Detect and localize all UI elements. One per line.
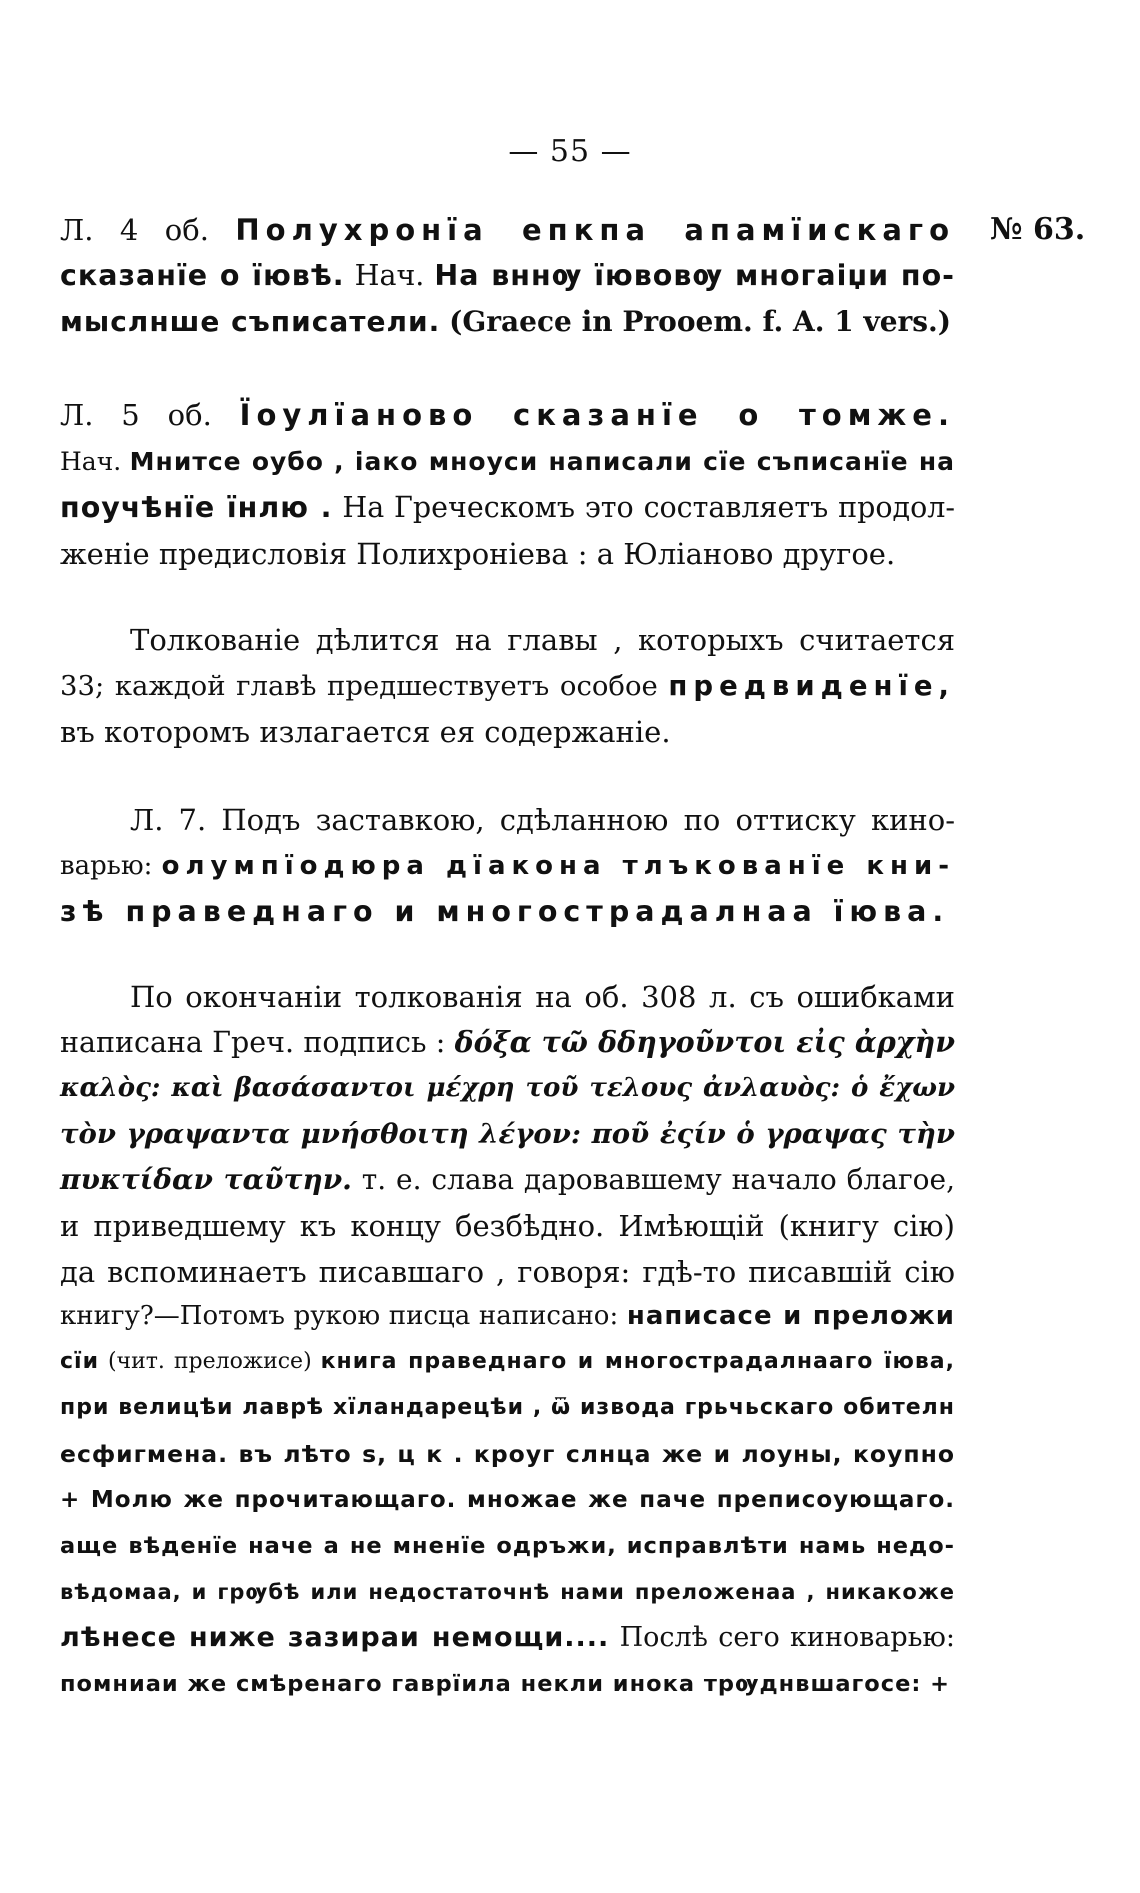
para1-line2: [60, 254, 955, 298]
para2-line4: женіе предисловія Полихроніева : а Юліаново другое.: [60, 537, 896, 571]
para2-line2: [60, 440, 955, 484]
label-nach: Нач.: [354, 259, 425, 292]
russian-text: книгу?—Потомъ рукою писца написано:: [60, 1301, 619, 1331]
slavonic-text: написасе и преложи: [626, 1301, 955, 1331]
para1-line3: [60, 300, 955, 344]
para4-line3: зѣ праведнаго и многострадалнаа їюва.: [60, 895, 950, 928]
para4-line1: Л. 7. Подъ заставкою, сдѣланною по оттиску кино-: [130, 803, 955, 837]
slavonic-text: На вннѹ їювовѹ многаіџи по-: [434, 259, 956, 292]
slavonic-text: поучѣнїе їнлю .: [60, 491, 333, 524]
para5-line10: при велицѣи лаврѣ хїландарецѣи , ѿ извода грьчьскаго обителн: [60, 1395, 955, 1420]
para3-line3: въ которомъ излагается ея содержаніе.: [60, 715, 671, 749]
slavonic-text: мыслнше съписатели.: [60, 305, 441, 338]
russian-text: 33; каждой главѣ предшествуетъ особое: [60, 670, 658, 702]
para5-line4: τὸν γραψαντα μνήσθοιτη λέγον: ποῦ ἐςίν ὁ γραψας τὴν: [60, 1118, 955, 1150]
para5-line6: и приведшему къ концу безбѣдно. Имѣющій (книгу сію): [60, 1209, 955, 1243]
slavonic-title: Полухронїа епкпа апамїискаго: [235, 213, 956, 247]
page-number: — 55 —: [508, 134, 632, 169]
slavonic-title: олумпїодюра дїакона тлъкованїе кни-: [161, 851, 955, 881]
russian-text: написана Греч. подпись :: [60, 1026, 446, 1059]
para2-line3: [60, 486, 955, 530]
para3-line2: [60, 664, 955, 708]
slavonic-text: Мнитсе оубо , іако мноуси написали сїе съписанїе на: [129, 447, 955, 476]
folio-ref: Л. 5 об.: [60, 398, 212, 432]
russian-text: Послѣ сего киноварью:: [619, 1622, 955, 1653]
russian-text: На Греческомъ это составляетъ продол-: [342, 491, 955, 524]
para2-line1: [60, 393, 955, 437]
greek-text: δόξα τῶ δδηγοῦντοι εἰς ἀρχὴν: [454, 1025, 956, 1059]
para5-line3: καλὸς: καὶ βασάσαντοι μέχρη τοῦ τελους ἀνλαυὸς: ὁ ἔχων: [60, 1073, 955, 1103]
para5-line12: + Молю же прочитающаго. множае же паче преписоующаго.: [60, 1487, 955, 1513]
para1-line1: [60, 208, 955, 252]
para4-line2: [60, 844, 955, 888]
slavonic-text: сказанїе о їювѣ.: [60, 259, 345, 292]
para5-line9: [60, 1340, 955, 1384]
para5-line16: помниаи же смѣренаго гаврїила некли инока трѹднвшагосе: +: [60, 1671, 951, 1697]
para5-line8: [60, 1294, 955, 1338]
para5-line13: аще вѣденїе наче а не мненїе одръжи, исправлѣти намь недо-: [60, 1533, 955, 1559]
para5-line14: вѣдомаа, и грѹбѣ или недостаточнѣ нами преложенаа , никакоже: [60, 1580, 955, 1604]
slavonic-text: лѣнесе ниже зазираи немощи....: [60, 1622, 610, 1653]
slavonic-text: книга праведнаго и многострадалнааго їюва,: [320, 1349, 955, 1374]
para5-line7: да вспоминаетъ писавшаго , говоря: гдѣ-то писавшій сію: [60, 1255, 955, 1289]
russian-text: (чит. преложисе): [107, 1349, 312, 1374]
para3-line1: Толкованіе дѣлится на главы , которыхъ считается: [130, 623, 955, 657]
russian-text: варью:: [60, 851, 153, 881]
para5-line15: [60, 1616, 955, 1660]
slavonic-text: предвиденїе,: [668, 670, 955, 702]
greek-text: πυκτίδαν ταῦτην.: [60, 1163, 352, 1196]
slavonic-text: сїи: [60, 1349, 99, 1374]
para5-line1: По окончаніи толкованія на об. 308 л. съ ошибками: [130, 980, 955, 1014]
folio-ref: Л. 4 об.: [60, 213, 209, 247]
para5-line5: [60, 1158, 955, 1202]
russian-text: т. е. слава даровавшему начало благое,: [361, 1163, 955, 1196]
para5-line11: есфигмена. въ лѣто ѕ, ц к . кроуг слнца же и лоуны, коупно: [60, 1440, 955, 1468]
label-nach: Нач.: [60, 447, 122, 476]
slavonic-title: Їоулїаново сказанїе о томже.: [239, 398, 955, 432]
shelf-mark: № 63.: [990, 212, 1086, 247]
para5-line2: [60, 1020, 955, 1065]
latin-reference: (Graece in Prooem. f. A. 1 vers.): [449, 305, 952, 338]
